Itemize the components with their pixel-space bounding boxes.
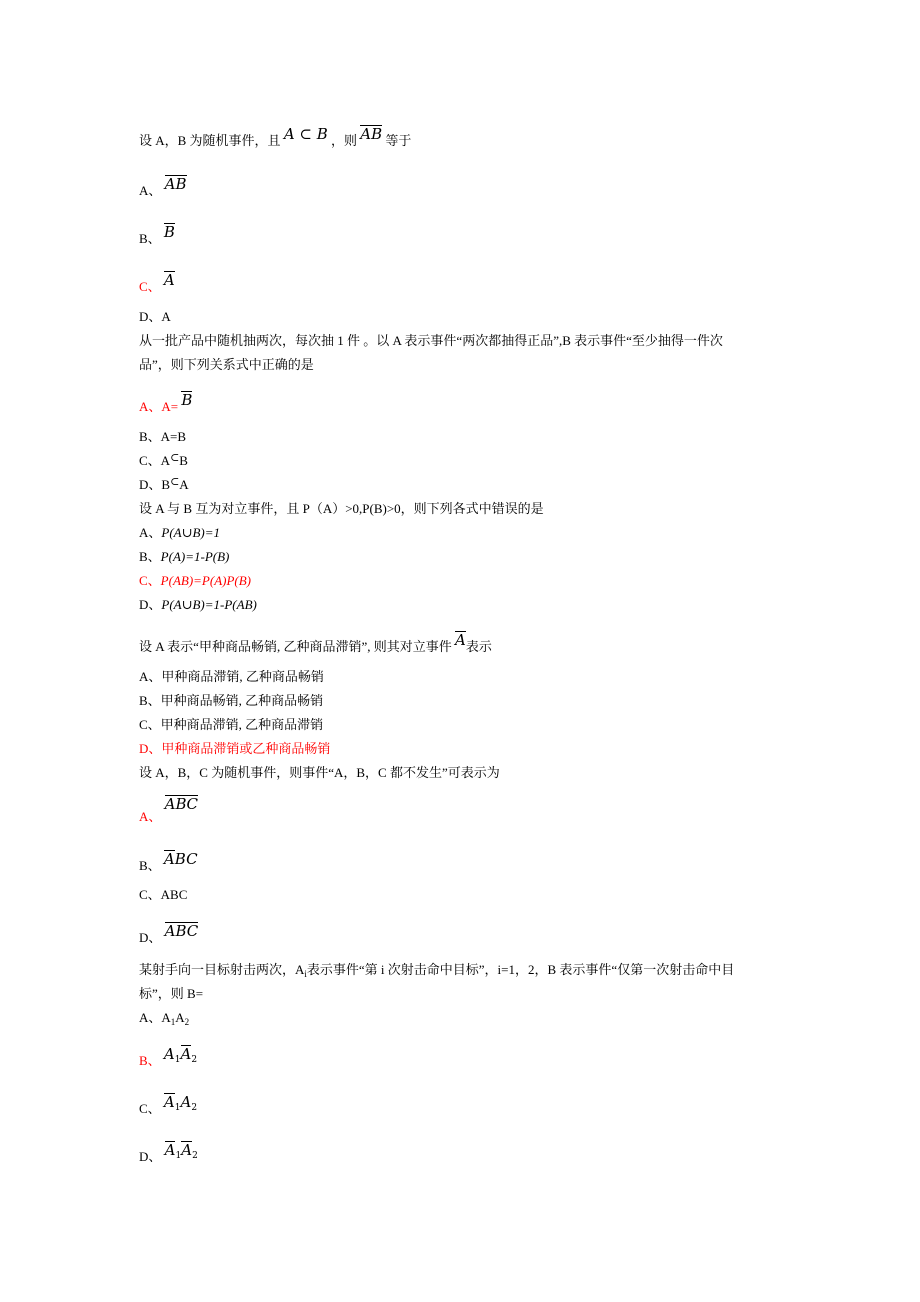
subset-symbol: ⊂	[170, 476, 180, 488]
q1-stem-post: 等于	[385, 133, 412, 148]
q2-opt-c-pre: A	[160, 453, 171, 468]
option-label: C、	[139, 1101, 161, 1116]
option-label: A、	[139, 1010, 162, 1025]
q3-option-a[interactable]	[139, 524, 220, 542]
option-label: B、	[139, 549, 161, 564]
q5-stem: 设 A，B，C 为随机事件，则事件“A，B，C 都不发生”可表示为	[139, 765, 500, 780]
q6-option-d[interactable]	[139, 1141, 198, 1171]
q6-option-a[interactable]	[139, 1009, 189, 1031]
q1-opt-d-text: A	[161, 309, 171, 324]
option-label: C、	[139, 279, 161, 294]
option-label: A、	[139, 183, 162, 198]
var-a: A	[175, 1010, 185, 1025]
var-a-bar: A	[180, 1045, 192, 1063]
q5-opt-c-text: ABC	[160, 887, 188, 902]
option-label: A、	[139, 809, 162, 824]
q1-math-ab: AB	[360, 125, 383, 143]
option-label: A、	[139, 399, 162, 414]
q1-opt-a-math: AB	[164, 175, 187, 193]
sub-2: 2	[192, 1151, 198, 1161]
q2-option-b[interactable]	[139, 428, 186, 446]
q5-opt-a-math-c: C	[186, 795, 198, 813]
q3-option-c-answer[interactable]	[139, 572, 251, 590]
option-label: C、	[139, 887, 161, 902]
option-label: D、	[139, 309, 162, 324]
q2-option-d[interactable]	[139, 476, 189, 495]
q1-option-d[interactable]	[139, 308, 171, 326]
q2-opt-c-post: B	[179, 453, 188, 468]
q5-opt-a-math-a: A	[164, 795, 176, 813]
q5-option-b[interactable]	[139, 850, 198, 875]
option-label: C、	[139, 573, 161, 588]
sub-1: 1	[174, 1055, 181, 1065]
sub-1: 1	[175, 1151, 182, 1161]
option-label: D、	[139, 741, 162, 756]
q6-stem-line1	[139, 961, 734, 983]
sub-2: 2	[191, 1103, 198, 1113]
q4-option-d-answer[interactable]	[139, 740, 330, 758]
var-a-bar: A	[164, 1141, 176, 1159]
var-a: A	[161, 1010, 171, 1025]
q1-math-subset: A ⊂ B	[283, 125, 328, 143]
q2-stem-line1: 从一批产品中随机抽两次，每次抽 1 件 。以 A 表示事件“两次都抽得正品”,B 表示事件“至少抽得一件次	[139, 333, 723, 348]
sub-2: 2	[191, 1055, 198, 1065]
q1-stem-mid: ，则	[331, 133, 358, 148]
q1-option-b[interactable]	[139, 223, 175, 248]
q4-stem-math: A	[454, 631, 466, 649]
q1-stem-pre: 设 A，B 为随机事件，且	[139, 133, 281, 148]
q4-opt-a-text: 甲种商品滞销, 乙种商品畅销	[161, 669, 324, 684]
q6-stem-pre: 某射手向一目标射击两次，A	[139, 962, 305, 977]
sub-1: 1	[170, 1017, 176, 1027]
q6-stem-sub: i	[304, 969, 307, 979]
option-label: C、	[139, 717, 161, 732]
q5-opt-a-math-b: B	[175, 795, 187, 813]
option-label: A、	[139, 525, 162, 540]
var-a-bar: A	[163, 1093, 175, 1111]
sub-2: 2	[184, 1017, 190, 1027]
q4-opt-b-text: 甲种商品畅销, 乙种商品畅销	[160, 693, 324, 708]
q2-option-a-answer[interactable]	[139, 391, 193, 416]
q2-opt-d-pre: B	[161, 477, 171, 492]
q4-opt-c-text: 甲种商品滞销, 乙种商品滞销	[160, 717, 324, 732]
q6-option-c[interactable]	[139, 1093, 198, 1123]
q5-option-c[interactable]	[139, 886, 187, 904]
q1-option-c-answer[interactable]	[139, 271, 175, 296]
q4-option-b[interactable]	[139, 692, 323, 710]
q1-stem	[139, 125, 412, 150]
option-label: A、	[139, 669, 162, 684]
q3-opt-b-expr: P(A)=1-P(B)	[160, 549, 230, 564]
option-label: D、	[139, 477, 162, 492]
q6-option-b-answer[interactable]	[139, 1045, 198, 1075]
q3-opt-c-expr: P(AB)=P(A)P(B)	[160, 573, 252, 588]
q2-opt-a-math: B	[181, 391, 193, 409]
option-label: C、	[139, 453, 161, 468]
option-label: D、	[139, 597, 162, 612]
var-a: A	[180, 1093, 192, 1111]
q2-stem-line2: 品”，则下列关系式中正确的是	[139, 357, 314, 372]
option-label: B、	[139, 693, 161, 708]
q5-opt-d-math: ABC	[164, 922, 199, 940]
q5-opt-b-math-rest: BC	[174, 850, 198, 868]
q5-option-d[interactable]	[139, 922, 199, 947]
q3-option-d[interactable]	[139, 596, 257, 614]
q1-opt-c-math: A	[163, 271, 175, 289]
q6-stem-line2: 标”，则 B=	[139, 986, 204, 1001]
var-a-bar: A	[181, 1141, 193, 1159]
option-label: B、	[139, 231, 161, 246]
q2-opt-a-text: A=	[161, 399, 179, 414]
q3-opt-a-expr: P(A∪B)=1	[161, 525, 221, 540]
q5-option-a-answer[interactable]	[139, 795, 198, 826]
q5-opt-b-math-a: A	[163, 850, 175, 868]
q6-stem-post: 表示事件“第 i 次射击命中目标”，i=1，2，B 表示事件“仅第一次射击命中目	[306, 962, 735, 977]
q4-opt-d-text: 甲种商品滞销或乙种商品畅销	[161, 741, 331, 756]
q2-opt-b-text: A=B	[160, 429, 187, 444]
option-label: D、	[139, 930, 162, 945]
q4-stem-pre: 设 A 表示“甲种商品畅销, 乙种商品滞销”, 则其对立事件	[139, 639, 452, 654]
q4-stem	[139, 631, 492, 656]
sub-1: 1	[174, 1103, 181, 1113]
option-label: B、	[139, 429, 161, 444]
q4-stem-post: 表示	[465, 639, 492, 654]
option-label: B、	[139, 1053, 161, 1068]
q2-opt-d-post: A	[179, 477, 189, 492]
q1-opt-b-math: B	[163, 223, 175, 241]
subset-symbol: ⊂	[170, 452, 180, 464]
option-label: B、	[139, 858, 161, 873]
q4-option-c[interactable]	[139, 716, 323, 734]
q4-option-a[interactable]	[139, 668, 324, 686]
q2-option-c[interactable]	[139, 452, 188, 471]
q1-option-a[interactable]	[139, 175, 187, 200]
var-a: A	[163, 1045, 175, 1063]
q3-opt-d-expr: P(A∪B)=1-P(AB)	[161, 597, 257, 612]
q3-stem: 设 A 与 B 互为对立事件，且 P（A）>0,P(B)>0，则下列各式中错误的是	[139, 501, 544, 516]
q3-option-b[interactable]	[139, 548, 229, 566]
option-label: D、	[139, 1149, 162, 1164]
